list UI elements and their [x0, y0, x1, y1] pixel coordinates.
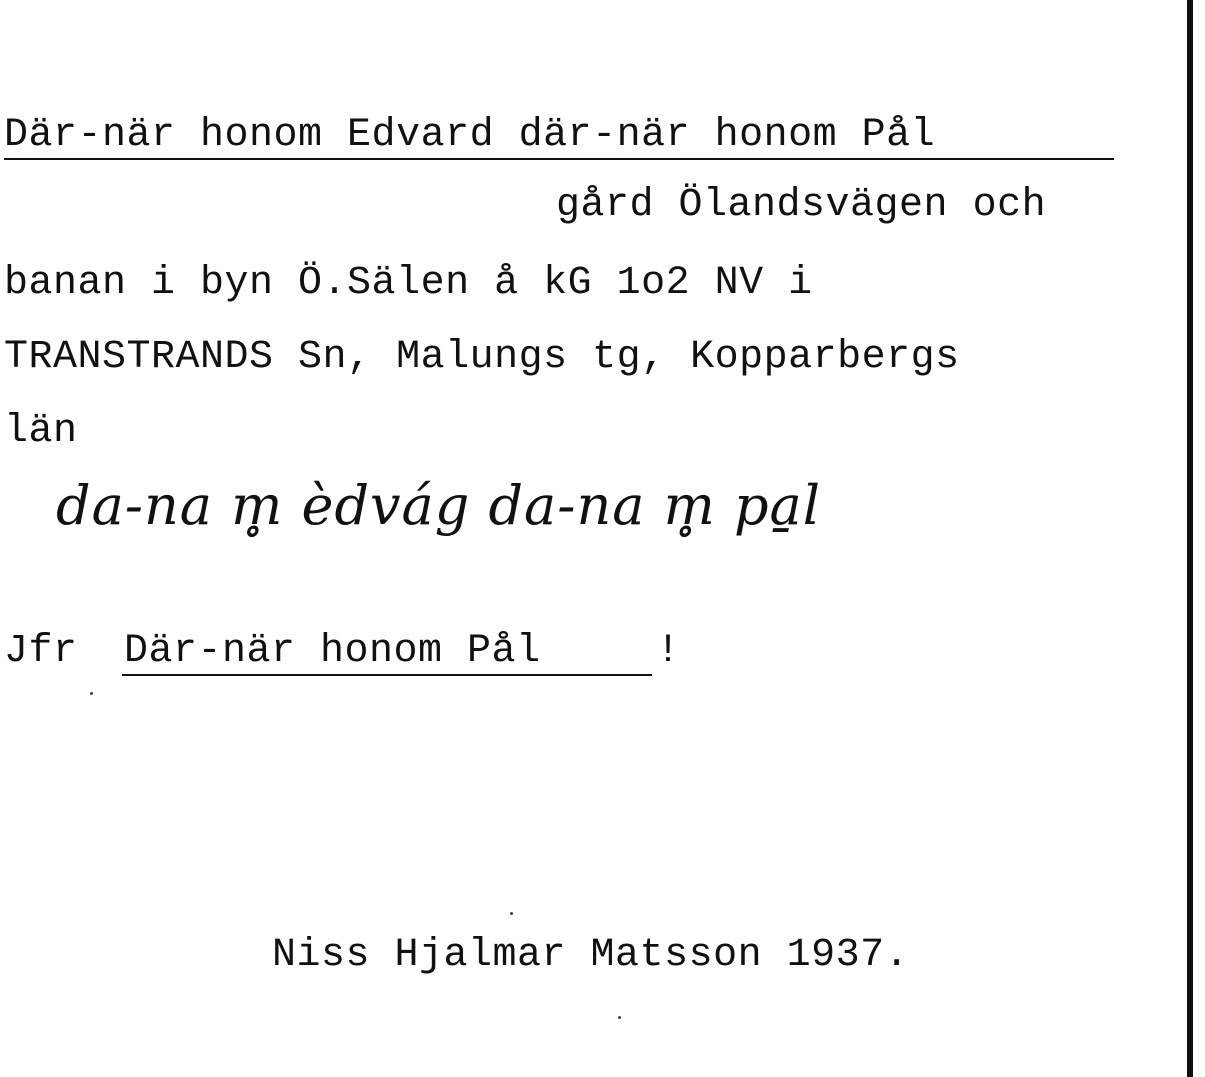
paper-speck: [618, 1016, 621, 1019]
headword: Där-när honom Edvard där-när honom Pål: [4, 113, 936, 158]
paper-speck: [510, 912, 513, 915]
cross-reference-underline: [122, 674, 652, 676]
cross-reference-suffix: !: [656, 629, 681, 674]
cross-reference-target: Där-när honom Pål: [124, 629, 541, 674]
location-line: gård Ölandsvägen och: [556, 183, 1047, 228]
handwritten-phonetic-transcription: da-na m̥ èdvág da-na m̥ pa̱l: [56, 474, 822, 537]
cross-reference-prefix: Jfr: [4, 629, 78, 674]
paper-speck: [90, 692, 93, 695]
county-line: län: [4, 409, 78, 454]
parish-line: TRANSTRANDS Sn, Malungs tg, Kopparbergs: [4, 335, 960, 380]
collector-signature: Niss Hjalmar Matsson 1937.: [272, 933, 910, 978]
headword-underline: [4, 158, 1114, 160]
village-line: banan i byn Ö.Sälen å kG 1o2 NV i: [4, 261, 813, 306]
card-right-edge: [1187, 0, 1193, 1077]
